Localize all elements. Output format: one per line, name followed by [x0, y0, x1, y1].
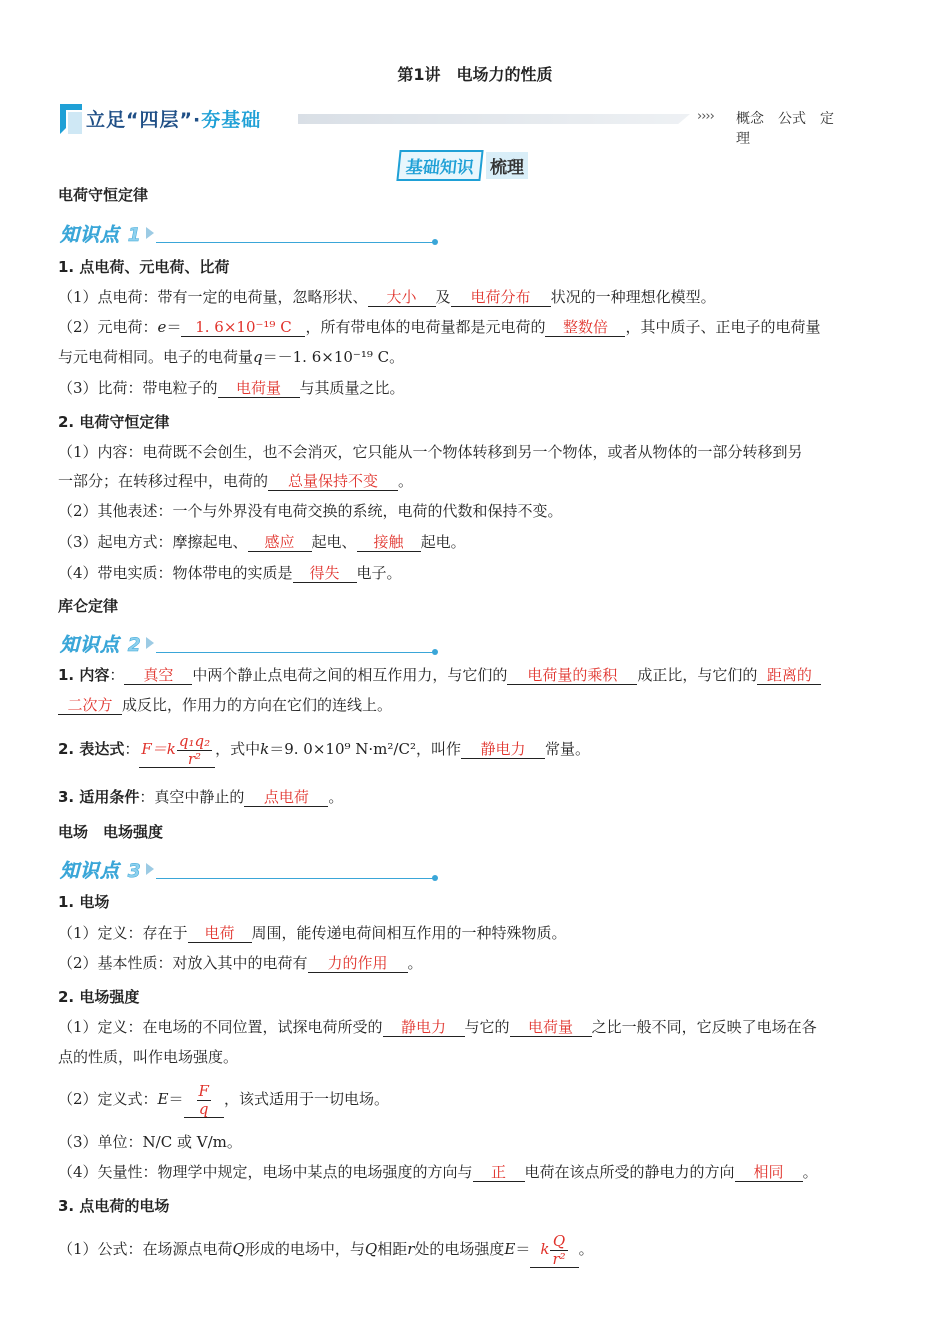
text: （2）定义式：	[58, 1090, 158, 1108]
text: 电子。	[356, 564, 402, 582]
symbol: Q	[232, 1240, 245, 1258]
section-heading: 电场 电场强度	[58, 823, 164, 841]
paragraph	[58, 496, 893, 526]
text: 及	[435, 288, 451, 306]
kp-dot	[432, 649, 438, 655]
answer-blank: 二次方	[58, 696, 122, 715]
answer-blank	[184, 1083, 224, 1118]
paragraph	[58, 660, 893, 690]
text: 。	[328, 788, 344, 806]
symbol: e	[157, 318, 167, 336]
badge-right: 梳理	[486, 152, 528, 179]
knowledge-point-3	[58, 856, 443, 884]
item-heading: 1. 电场	[58, 893, 110, 911]
answer-blank: 电荷量	[218, 379, 300, 398]
answer-blank: 电荷量的乘积	[507, 666, 637, 685]
symbol: E	[504, 1240, 516, 1258]
item-heading: 2. 表达式	[58, 740, 125, 758]
item-heading: 3. 适用条件	[58, 788, 140, 806]
answer-blank: 电荷	[188, 924, 252, 943]
answer-blank: 点电荷	[244, 788, 328, 807]
text: （1）定义：在电场的不同位置，试探电荷所受的	[58, 1018, 383, 1036]
text: （3）单位：N/C 或 V/m。	[58, 1133, 242, 1151]
answer-blank: 真空	[124, 666, 192, 685]
basic-knowledge-badge	[398, 150, 528, 178]
answer-blank: 整数倍	[545, 318, 625, 337]
formula-text: F＝k	[141, 740, 176, 758]
answer-blank: 静电力	[461, 740, 545, 759]
triangle-icon	[146, 637, 154, 649]
answer-blank: 1. 6×10⁻¹⁹ C	[181, 318, 305, 337]
chevrons-icon: ››››	[697, 109, 714, 124]
text: （4）矢量性：物理学中规定，电场中某点的电场强度的方向与	[58, 1163, 473, 1181]
section-heading: 库仑定律	[58, 597, 119, 615]
paragraph	[58, 918, 893, 948]
text: 相距	[377, 1240, 408, 1258]
item-heading: 2. 电荷守恒定律	[58, 413, 170, 431]
paragraph	[58, 1157, 893, 1187]
banner-highlight: 夯基础	[201, 109, 262, 131]
paragraph	[58, 1012, 893, 1042]
answer-blank: 正	[473, 1163, 525, 1182]
text: 。	[578, 1240, 594, 1258]
text: （2）元电荷：	[58, 318, 158, 336]
paragraph	[58, 782, 893, 812]
kp-label: 知识点 2	[60, 634, 142, 656]
fraction	[177, 733, 212, 767]
symbol: r	[407, 1240, 415, 1258]
section-banner	[60, 102, 860, 147]
numerator: F	[198, 1082, 209, 1100]
text: ＝－1. 6×10⁻¹⁹ C。	[262, 348, 405, 366]
kp-dot	[432, 239, 438, 245]
text: ＝9. 0×10⁹ N·m²/C²，叫作	[269, 740, 461, 758]
item-heading: 3. 点电荷的电场	[58, 1197, 170, 1215]
banner-text: 立足“四层”·	[86, 109, 202, 131]
text: 一部分；在转移过程中，电荷的	[58, 472, 269, 490]
text: （4）带电实质：物体带电的实质是	[58, 564, 293, 582]
paragraph	[58, 1127, 893, 1157]
knowledge-point-2	[58, 630, 443, 658]
denominator: q	[198, 1099, 209, 1118]
banner-tags	[736, 108, 860, 148]
text: ＝	[166, 318, 182, 336]
paragraph	[58, 342, 893, 372]
tag-theorem: 定理	[736, 111, 834, 147]
symbol: Q	[364, 1240, 378, 1258]
paragraph	[58, 466, 893, 496]
text: 中两个静止点电荷之间的相互作用力，与它们的	[192, 666, 508, 684]
triangle-icon	[146, 227, 154, 239]
answer-blank: 相同	[735, 1163, 803, 1182]
text: （1）公式：在场源点电荷	[58, 1240, 233, 1258]
fraction	[197, 1083, 211, 1117]
paragraph	[58, 527, 893, 557]
answer-blank: 力的作用	[308, 954, 408, 973]
text: 。	[802, 1163, 818, 1181]
item-heading: 2. 电场强度	[58, 988, 140, 1006]
symbol: E	[157, 1090, 169, 1108]
section-heading: 电荷守恒定律	[58, 186, 149, 204]
denominator: r²	[552, 1249, 566, 1268]
answer-blank: 距离的	[757, 666, 821, 685]
numerator: Q	[550, 1233, 567, 1251]
paragraph	[58, 437, 893, 467]
text: ，式中	[215, 740, 261, 758]
paragraph	[58, 1072, 893, 1126]
kp-line	[156, 878, 434, 879]
text: （3）起电方式：摩擦起电、	[58, 533, 248, 551]
text: 状况的一种理想化模型。	[550, 288, 716, 306]
kp-label: 知识点 1	[60, 224, 142, 246]
symbol: q	[253, 348, 263, 366]
paragraph	[58, 1042, 893, 1072]
text: 。	[407, 954, 423, 972]
text: 与元电荷相同。电子的电荷量	[58, 348, 254, 366]
item-heading: 1. 点电荷、元电荷、比荷	[58, 258, 230, 276]
text: ＝	[168, 1090, 184, 1108]
text: ：真空中静止的	[139, 788, 245, 806]
answer-blank	[139, 733, 215, 768]
text: 与它的	[464, 1018, 510, 1036]
answer-blank: 得失	[293, 564, 357, 583]
badge-left: 基础知识	[396, 150, 483, 181]
kp-dot	[432, 875, 438, 881]
text: ＝	[515, 1240, 531, 1258]
text: 电荷在该点所受的静电力的方向	[524, 1163, 735, 1181]
paragraph	[58, 282, 893, 312]
page-title: 第1讲 电场力的性质	[397, 65, 553, 84]
banner-corner-icon	[60, 104, 86, 134]
text: （1）点电荷：带有一定的电荷量，忽略形状、	[58, 288, 368, 306]
paragraph	[58, 948, 893, 978]
answer-blank: 静电力	[383, 1018, 465, 1037]
text: （1）内容：电荷既不会创生，也不会消灭，它只能从一个物体转移到另一个物体，或者从物体的一部分转移到另	[58, 443, 803, 461]
text: 成反比，作用力的方向在它们的连线上。	[122, 696, 393, 714]
text: 起电。	[420, 533, 466, 551]
numerator: q₁q₂	[178, 732, 211, 750]
text: 处的电场强度	[414, 1240, 505, 1258]
text: 常量。	[544, 740, 590, 758]
paragraph	[58, 558, 893, 588]
symbol: k	[260, 740, 270, 758]
kp-label: 知识点 3	[60, 860, 142, 882]
item-heading: 1. 内容	[58, 666, 110, 684]
paragraph	[58, 373, 893, 403]
banner-bar	[298, 114, 690, 124]
text: 形成的电场中，与	[244, 1240, 365, 1258]
text: ，所有带电体的电荷量都是元电荷的	[305, 318, 546, 336]
text: （2）其他表述：一个与外界没有电荷交换的系统，电荷的代数和保持不变。	[58, 502, 563, 520]
text: 成正比，与它们的	[637, 666, 758, 684]
kp-line	[156, 242, 434, 243]
text: 周围，能传递电荷间相互作用的一种特殊物质。	[251, 924, 567, 942]
triangle-icon	[146, 863, 154, 875]
paragraph	[58, 1222, 893, 1276]
text: ：	[109, 666, 125, 684]
text: ：	[124, 740, 140, 758]
text: 点的性质，叫作电场强度。	[58, 1048, 239, 1066]
text: 。	[398, 472, 414, 490]
text: （3）比荷：带电粒子的	[58, 379, 218, 397]
formula-text: k	[540, 1240, 550, 1258]
text: （1）定义：存在于	[58, 924, 188, 942]
answer-blank: 大小	[368, 288, 436, 307]
fraction	[550, 1233, 567, 1267]
answer-blank: 电荷分布	[451, 288, 551, 307]
answer-blank: 总量保持不变	[268, 472, 398, 491]
text: 起电、	[311, 533, 357, 551]
tag-concept: 概念	[736, 111, 764, 127]
paragraph	[58, 722, 893, 776]
answer-blank	[530, 1233, 578, 1268]
knowledge-point-1	[58, 220, 443, 248]
kp-line	[156, 652, 434, 653]
text: （2）基本性质：对放入其中的电荷有	[58, 954, 308, 972]
text: ，其中质子、正电子的电荷量	[625, 318, 821, 336]
answer-blank: 接触	[357, 533, 421, 552]
paragraph	[58, 312, 893, 342]
paragraph	[58, 690, 893, 720]
answer-blank: 电荷量	[510, 1018, 592, 1037]
text: 与其质量之比。	[299, 379, 405, 397]
text: ，该式适用于一切电场。	[223, 1090, 389, 1108]
text: 之比一般不同，它反映了电场在各	[591, 1018, 817, 1036]
tag-formula: 公式	[778, 111, 806, 127]
denominator: r²	[187, 749, 202, 768]
answer-blank: 感应	[248, 533, 312, 552]
